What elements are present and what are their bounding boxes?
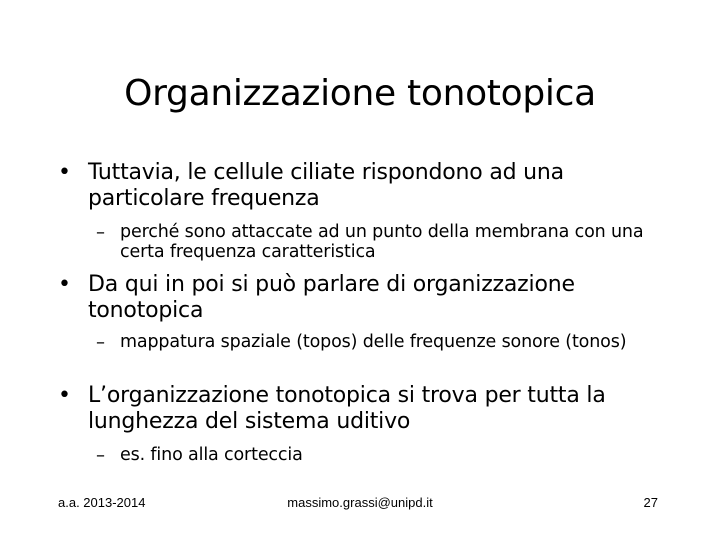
sub-bullet-marker: – xyxy=(96,332,105,353)
bullet-text: L’organizzazione tonotopica si trova per tutta la lunghezza del sistema uditivo xyxy=(88,383,606,434)
sub-bullet-marker: – xyxy=(96,445,105,466)
slide-title: Organizzazione tonotopica xyxy=(124,73,596,114)
bullet-text: Tuttavia, le cellule ciliate rispondono ad una particolare frequenza xyxy=(88,160,564,211)
sub-bullet-text: mappatura spaziale (topos) delle frequenze sonore (tonos) xyxy=(120,332,627,352)
bullet-marker: • xyxy=(58,160,71,185)
sub-bullet-marker: – xyxy=(96,222,105,243)
sub-bullet-text: es. fino alla corteccia xyxy=(120,445,303,465)
bullet-text: Da qui in poi si può parlare di organizzazione tonotopica xyxy=(88,272,575,323)
bullet-marker: • xyxy=(58,272,71,297)
footer-academic-year: a.a. 2013-2014 xyxy=(58,495,146,510)
bullet-marker: • xyxy=(58,383,71,408)
footer-email: massimo.grassi@unipd.it xyxy=(287,495,433,510)
sub-bullet-text: perché sono attaccate ad un punto della membrana con una certa frequenza caratteristica xyxy=(120,222,644,262)
footer-page-number: 27 xyxy=(643,495,658,510)
